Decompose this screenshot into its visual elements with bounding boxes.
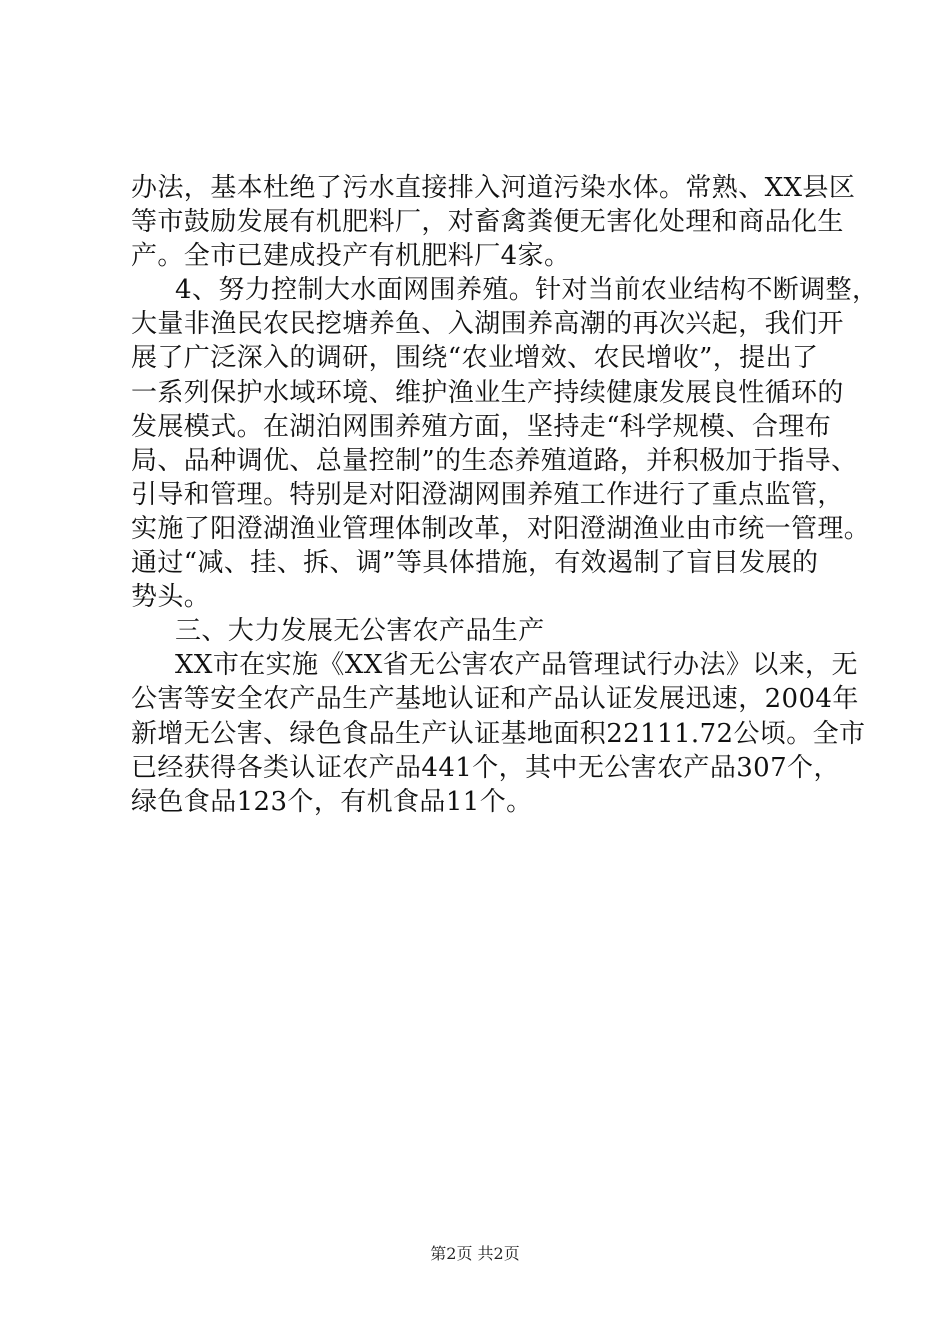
text-line: 产。全市已建成投产有机肥料厂4家。 xyxy=(131,241,571,272)
text-line: 新增无公害、绿色食品生产认证基地面积22111.72公顷。全市 xyxy=(131,718,866,749)
text-line: 绿色食品123个，有机食品11个。 xyxy=(131,786,533,817)
page-number-footer: 第2页 共2页 xyxy=(430,1244,520,1263)
text-line: 4、努力控制大水面网围养殖。针对当前农业结构不断调整， xyxy=(175,275,879,306)
text-line: XX市在实施《XX省无公害农产品管理试行办法》以来，无 xyxy=(175,650,858,681)
text-line: 通过“减、挂、拆、调”等具体措施，有效遏制了盲目发展的 xyxy=(131,548,819,579)
text-line: 引导和管理。特别是对阳澄湖网围养殖工作进行了重点监管， xyxy=(131,479,844,510)
text-line: 办法，基本杜绝了污水直接排入河道污染水体。常熟、XX县区 xyxy=(131,173,856,203)
text-line: 等市鼓励发展有机肥料厂，对畜禽粪便无害化处理和商品化生 xyxy=(131,207,844,238)
text-line: 大量非渔民农民挖塘养鱼、入湖围养高潮的再次兴起，我们开 xyxy=(131,309,844,340)
text-line: 公害等安全农产品生产基地认证和产品认证发展迅速，2004年 xyxy=(131,684,859,715)
document-body xyxy=(131,171,879,819)
text-line: 实施了阳澄湖渔业管理体制改革，对阳澄湖渔业由市统一管理。 xyxy=(131,513,871,544)
section-heading: 三、大力发展无公害农产品生产 xyxy=(175,616,545,647)
text-line: 一系列保护水域环境、维护渔业生产持续健康发展良性循环的 xyxy=(131,377,844,408)
text-line: 发展模式。在湖泊网围养殖方面，坚持走“科学规模、合理布 xyxy=(131,411,832,442)
text-line: 已经获得各类认证农产品441个，其中无公害农产品307个， xyxy=(131,752,840,783)
text-line: 势头。 xyxy=(131,582,211,613)
text-line: 展了广泛深入的调研，围绕“农业增效、农民增收”，提出了 xyxy=(131,343,819,374)
text-line: 局、品种调优、总量控制”的生态养殖道路，并积极加于指导、 xyxy=(131,445,858,476)
